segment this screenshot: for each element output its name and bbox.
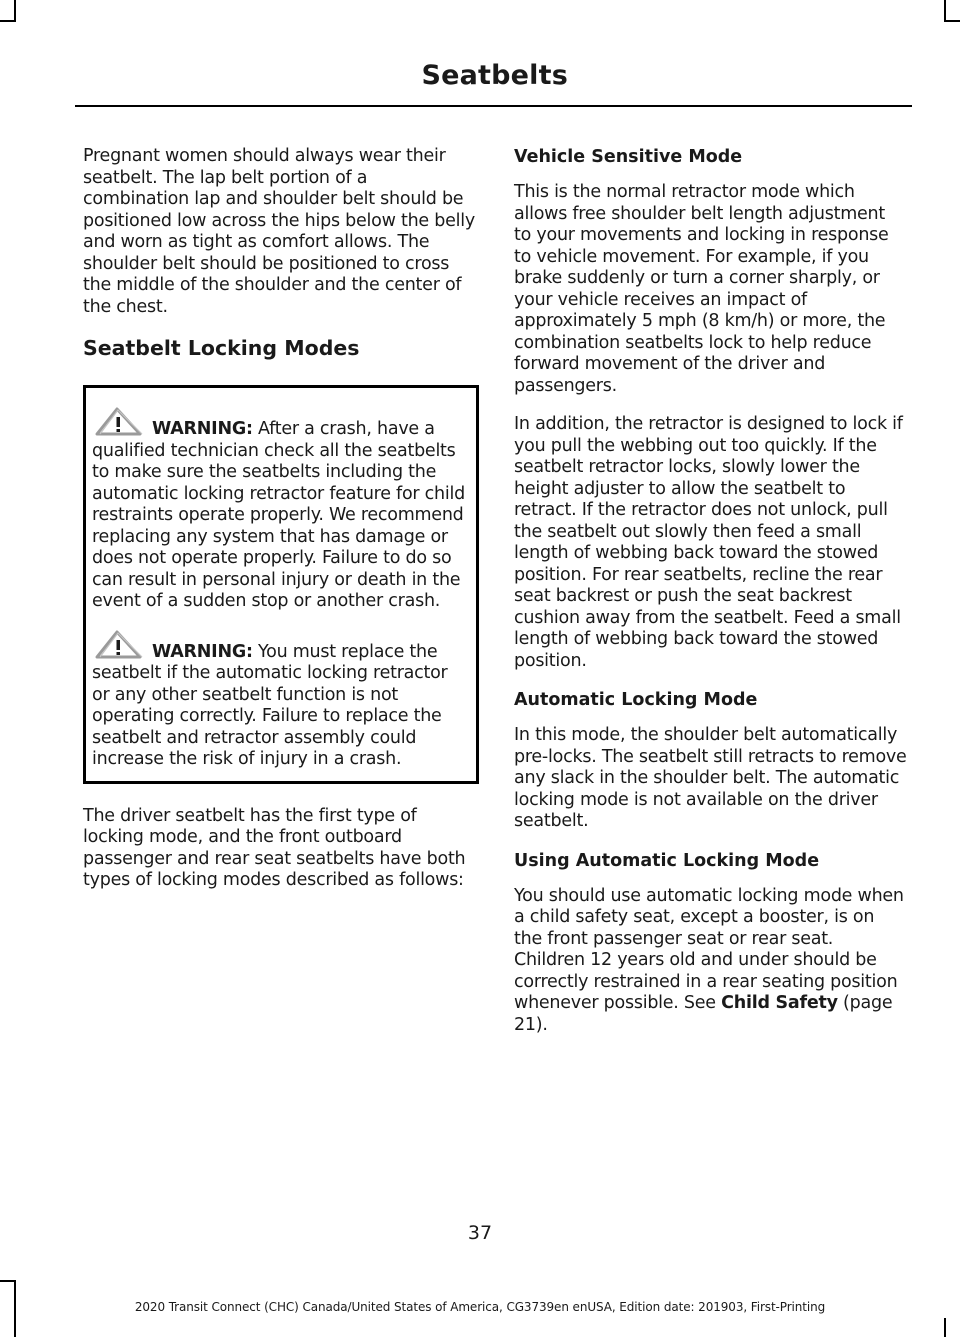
crop-mark-bottom-left-h [0,1280,16,1282]
pregnancy-paragraph: Pregnant women should always wear their seatbelt. The lap belt portion of a combination lap and shoulder belt should be positioned low across the hips below the belly and worn as tight as comfort allows. The shoulder belt should be positioned to cross the middle of the shoulder and the center of the chest. [83,146,475,317]
title-divider [75,105,912,107]
warning-body: You must replace the seatbelt if the automatic locking retractor or any other seatbelt function is not operating correctly. Failure to replace the seatbelt and retractor assembly could increase the risk of injury in a crash. [92,641,448,769]
warning-label: WARNING: [152,641,253,662]
warning-text [92,406,470,613]
crop-mark-top-right-h [944,20,960,22]
retractor-paragraph: In addition, the retractor is designed to lock if you pull the webbing out too quickly. If the seatbelt retractor locks, slowly lower the height adjuster to allow the seatbelt to retract. If the retractor does not unlock, pull the seatbelt out slowly then feed a small length of webbing back toward the stowed position. For rear seatbelts, recline the rear seat backrest or push the seat backrest cushion away from the seatbelt. Feed a small length of webbing back toward the stowed position. [514,414,903,671]
edition-footer: 2020 Transit Connect (CHC) Canada/United States of America, CG3739en enUSA, Edition date: 201903, First-Printing [134,1300,826,1314]
warning-triangle-icon [94,406,146,436]
using-automatic-locking-heading: Using Automatic Locking Mode [514,850,820,871]
warning-text [92,629,470,771]
crop-mark-top-left-v [14,0,16,22]
page-title: Seatbelts [421,60,568,91]
vehicle-sensitive-heading: Vehicle Sensitive Mode [514,147,743,167]
crop-mark-bottom-right-v [944,1318,946,1337]
warning-block [92,629,470,771]
using-automatic-locking-paragraph [514,886,907,1037]
page-number: 37 [467,1222,493,1244]
section-heading: Seatbelt Locking Modes [83,336,360,360]
warning-body: After a crash, have a qualified technician check all the seatbelts to make sure the seatbelts including the automatic locking retractor feature for child restraints operate properly. We recommend replacing any system that has damage or does not operate properly. Failure to do so can result in personal injury or death in the event of a sudden stop or another crash. [92,419,465,611]
right-column [514,146,907,1053]
warning-label: WARNING: [152,419,253,439]
child-safety-link[interactable]: Child Safety [721,993,838,1013]
vehicle-sensitive-paragraph: This is the normal retractor mode which allows free shoulder belt length adjustment to your movements and locking in response to vehicle movement. For example, if you brake suddenly or turn a corner sharply, or your vehicle receives an impact of approximately 5 mph (8 km/h) or more, the combination seatbelts lock to help reduce forward movement of the driver and passengers. [514,182,889,396]
warning-block [92,406,470,613]
warning-box [83,385,479,784]
automatic-locking-heading: Automatic Locking Mode [514,690,758,710]
warning-triangle-icon [94,629,146,659]
automatic-locking-paragraph: In this mode, the shoulder belt automatically pre-locks. The seatbelt still retracts to remove any slack in the shoulder belt. The automatic locking mode is not available on the driver seatbelt. [514,725,907,831]
page-reference: (page 21). [514,993,893,1035]
using-text: You should use automatic locking mode when a child safety seat, except a booster, is on the front passenger seat or rear seat. Children 12 years old and under should be correctly restrained in a rear seating position whenever possible. See [514,885,904,1013]
left-column [83,146,476,909]
crop-mark-top-left-h [0,20,16,22]
locking-modes-paragraph: The driver seatbelt has the first type of locking mode, and the front outboard passenger and rear seat seatbelts have both types of locking modes described as follows: [83,805,466,890]
crop-mark-top-right-v [944,0,946,22]
